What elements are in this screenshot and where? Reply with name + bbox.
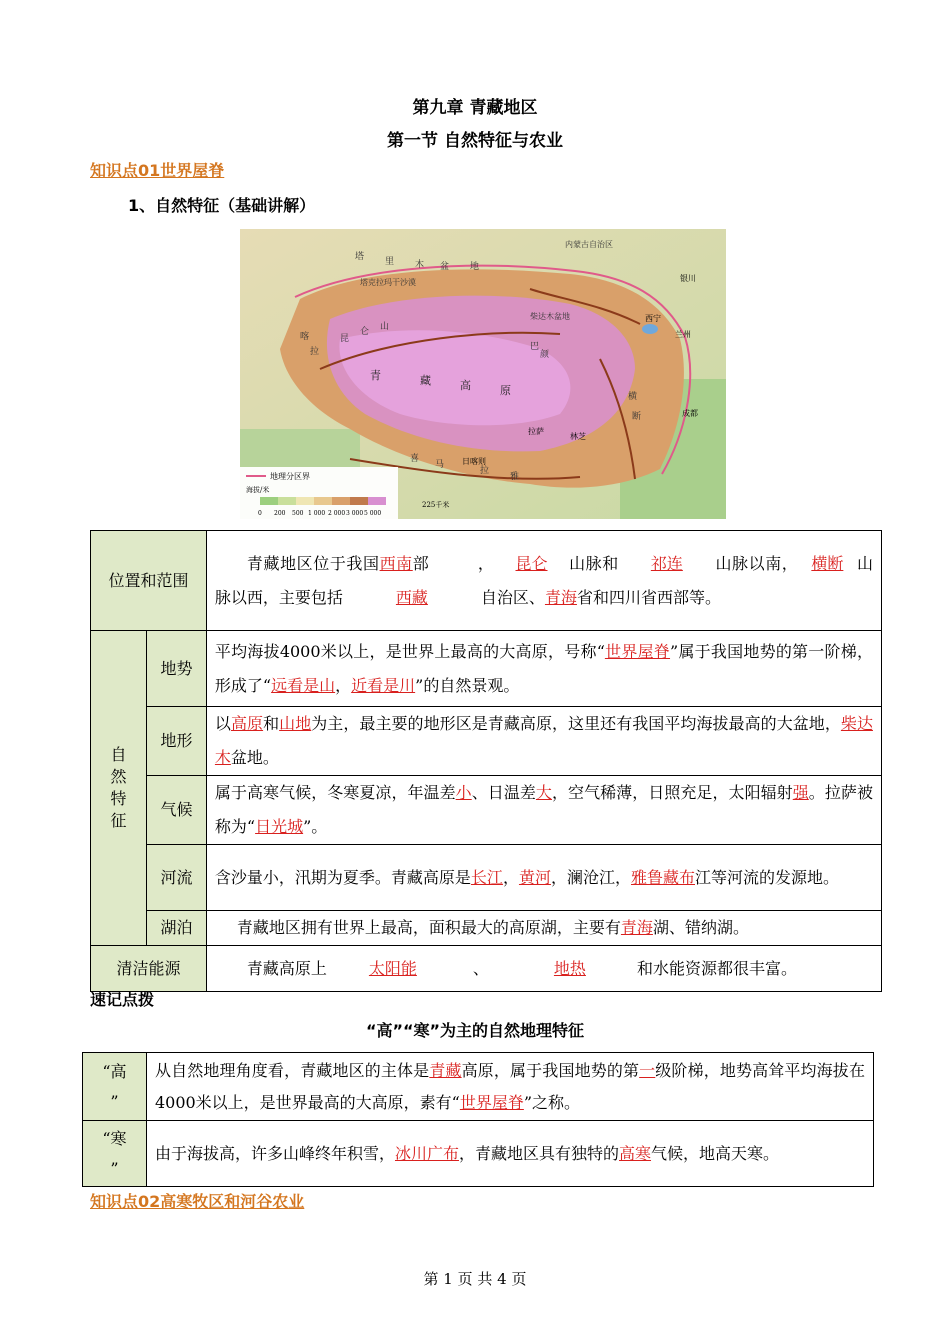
map-label: 盆 <box>440 262 450 272</box>
altitude-tick: 2 000 <box>328 510 346 517</box>
lakes-content: 青藏地区拥有世界上最高，面积最大的高原湖，主要有青海湖、错纳湖。 <box>206 911 881 946</box>
map-label: 地 <box>470 262 480 272</box>
table-row <box>91 946 882 992</box>
map-label: 西宁 <box>645 314 661 323</box>
terrain-content: 平均海拔4000米以上，是世界上最高的大高原，号称“世界屋脊”属于我国地势的第一阶梯，形成了“远看是山，近看是川”的自然景观。 <box>206 631 881 707</box>
table-row <box>91 707 882 776</box>
section-title: 第一节 自然特征与农业 <box>387 131 563 151</box>
table-row <box>91 845 882 911</box>
page-footer: 第 1 页 共 4 页 <box>423 1270 527 1288</box>
cold-content: 由于海拔高，许多山峰终年积雪，冰川广布，青藏地区具有独特的高寒气候，地高天寒。 <box>146 1121 873 1187</box>
natural-features-table <box>90 530 882 992</box>
label-climate: 气候 <box>146 776 206 845</box>
map-image <box>240 229 726 519</box>
rivers-content: 含沙量小，汛期为夏季。青藏高原是长江，黄河，澜沧江，雅鲁藏布江等河流的发源地。 <box>206 845 881 911</box>
chapter-title: 第九章 青藏地区 <box>412 98 538 118</box>
high-content: 从自然地理角度看，青藏地区的主体是青藏高原，属于我国地势的第一级阶梯，地势高耸平均海拔在4000米以上，是世界最高的大高原，素有“世界屋脊”之称。 <box>146 1053 873 1121</box>
climate-content: 属于高寒气候，冬寒夏凉，年温差小、日温差大，空气稀薄，日照充足，太阳辐射强。拉萨被称为“日光城”。 <box>206 776 881 845</box>
table-row <box>83 1053 874 1121</box>
map-label: 巴 <box>530 342 540 352</box>
map-label: 林芝 <box>570 432 586 441</box>
table-row <box>91 911 882 946</box>
label-landform: 地形 <box>146 707 206 776</box>
map-label: 里 <box>385 257 395 267</box>
table-row <box>91 776 882 845</box>
map-label: 雅 <box>510 472 520 482</box>
map-label: 喀 <box>300 332 310 342</box>
label-clean-energy: 清洁能源 <box>91 946 207 992</box>
location-content: 青藏地区位于我国西南部 ， 昆仑 山脉和 祁连 山脉以南， 横断 山脉以西，主要包括 西藏 自治区、青海省和四川省西部等。 <box>206 531 881 631</box>
legend-boundary-label: 地理分区界 <box>270 472 310 481</box>
altitude-tick: 1 000 <box>308 510 326 517</box>
map-label: 横 <box>628 392 638 402</box>
map-label: 昆 <box>340 334 350 344</box>
map-label: 高 <box>460 379 471 392</box>
label-natural-features: 自然特征 <box>91 631 147 946</box>
label-high: “高 ” <box>83 1053 147 1121</box>
map-label: 藏 <box>420 374 431 387</box>
map-label: 成都 <box>682 409 698 418</box>
map-label: 山 <box>380 322 390 332</box>
map-label: 柴达木盆地 <box>530 312 570 321</box>
landform-content: 以高原和山地为主，最主要的地形区是青藏高原，这里还有我国平均海拔最高的大盆地，柴达木盆地。 <box>206 707 881 776</box>
quick-tip-heading: 速记点拨 <box>90 990 155 1009</box>
quick-tip-title: “高”“寒”为主的自然地理特征 <box>365 1021 585 1040</box>
subheading-natural-features: 1、自然特征（基础讲解） <box>128 196 316 215</box>
map-label: 拉萨 <box>528 427 544 436</box>
knowledge-point-2-heading: 知识点02高寒牧区和河谷农业 <box>90 1192 305 1211</box>
label-location: 位置和范围 <box>91 531 207 631</box>
legend-altitude-label: 海拔/米 <box>246 486 270 494</box>
map-scale: 225千米 <box>422 501 450 509</box>
map-label: 兰州 <box>675 330 691 339</box>
map-label: 塔 <box>355 252 365 262</box>
altitude-tick: 500 <box>292 510 304 517</box>
map-label: 断 <box>632 412 642 422</box>
map-label: 颜 <box>540 350 550 360</box>
altitude-tick: 5 000 <box>364 510 382 517</box>
label-lakes: 湖泊 <box>146 911 206 946</box>
map-label: 日喀则 <box>462 457 486 466</box>
knowledge-point-1-heading: 知识点01世界屋脊 <box>90 161 225 180</box>
map-label: 仑 <box>360 327 370 337</box>
map-label: 木 <box>415 260 425 270</box>
map-label: 拉 <box>310 347 320 357</box>
label-terrain: 地势 <box>146 631 206 707</box>
map-label: 拉 <box>480 466 490 476</box>
label-rivers: 河流 <box>146 845 206 911</box>
altitude-tick: 3 000 <box>346 510 364 517</box>
table-row <box>91 631 882 707</box>
map-label: 内蒙古自治区 <box>565 240 613 249</box>
map-label: 塔克拉玛干沙漠 <box>360 278 416 287</box>
map-label: 原 <box>500 384 511 397</box>
altitude-tick: 200 <box>274 510 286 517</box>
table-row <box>91 531 882 631</box>
quick-tip-table <box>82 1052 874 1187</box>
map-label: 喜 <box>410 454 420 464</box>
label-cold: “寒 ” <box>83 1121 147 1187</box>
map-label: 马 <box>435 460 445 470</box>
energy-content: 青藏高原上 太阳能 、 地热 和水能资源都很丰富。 <box>206 946 881 992</box>
altitude-tick: 0 <box>258 510 262 517</box>
map-label: 银川 <box>680 274 696 283</box>
map-label: 青 <box>370 369 381 382</box>
table-row <box>83 1121 874 1187</box>
